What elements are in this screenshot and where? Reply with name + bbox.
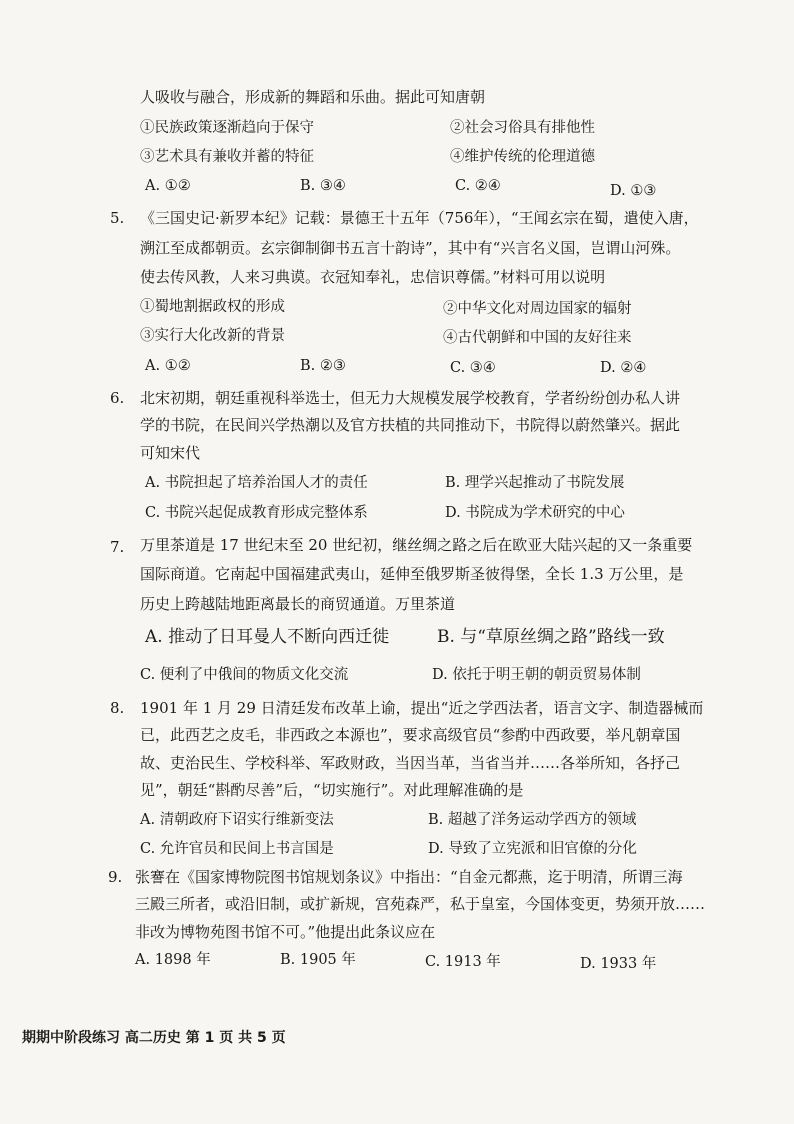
q6-stem-line-1: 北宋初期，朝廷重视科举选士，但无力大规模发展学校教育，学者纷纷创办私人讲 [140,389,681,407]
q5-stem-line-3: 使去传风教，人来习典谟。衣冠知奉礼，忠信识尊儒。”材料可用以说明 [140,268,606,286]
q5-option-c: C. ③④ [450,360,496,376]
q4-stem-continuation: 人吸收与融合，形成新的舞蹈和乐曲。据此可知唐朝 [140,88,486,106]
q5-option-a: A. ①② [145,358,191,374]
q5-statement-3: ③实行大化改新的背景 [140,328,285,344]
q9-option-d: D. 1933 年 [580,956,657,972]
q7-option-b: B. 与“草原丝绸之路”路线一致 [437,627,665,647]
q6-number: 6. [110,389,125,407]
q8-option-a: A. 清朝政府下诏实行维新变法 [140,812,334,828]
q4-option-a: A. ①② [145,178,191,194]
q5-option-b: B. ②③ [300,358,346,374]
q7-stem-line-3: 历史上跨越陆地距离最长的商贸通道。万里茶道 [140,595,456,613]
q8-stem-line-1: 1901 年 1 月 29 日清廷发布改革上谕，提出“近之学西法者，语言文字、制造器械而 [140,699,704,717]
q5-number: 5. [110,209,125,227]
q5-stem-line-2: 溯江至成都朝贡。玄宗御制御书五言十韵诗”，其中有“兴言名义国，岂谓山河殊。 [140,239,681,257]
q4-option-d: D. ①③ [610,183,657,199]
q8-stem-line-4: 见”，朝廷“斟酌尽善”后，“切实施行”。对此理解准确的是 [140,781,524,799]
q9-number: 9. [108,868,123,886]
q5-stem-line-1: 《三国史记·新罗本纪》记载：景德王十五年（756年），“王闻玄宗在蜀，遣使入唐， [140,209,699,227]
q9-option-a: A. 1898 年 [135,952,211,968]
q8-option-b: B. 超越了洋务运动学西方的领域 [428,812,637,828]
q4-option-b: B. ③④ [300,178,346,194]
q6-stem-line-3: 可知宋代 [140,444,201,462]
q6-option-b: B. 理学兴起推动了书院发展 [445,475,625,491]
q6-option-a: A. 书院担起了培养治国人才的责任 [145,475,368,491]
q8-option-c: C. 允许官员和民间上书言国是 [140,841,334,857]
q9-stem-line-2: 三殿三所者，或沿旧制，或扩新规，宫苑森严，私于皇室，今国体变更，势须开放…… [135,895,706,913]
q7-option-d: D. 依托于明王朝的朝贡贸易体制 [432,667,641,683]
q4-option-c: C. ②④ [455,178,501,194]
q7-option-a: A. 推动了日耳曼人不断向西迁徙 [145,627,390,647]
q7-stem-line-2: 国际商道。它南起中国福建武夷山，延伸至俄罗斯圣彼得堡，全长 1.3 万公里，是 [140,565,684,583]
q6-option-c: C. 书院兴起促成教育形成完整体系 [145,505,368,521]
q6-stem-line-2: 学的书院，在民间兴学热潮以及官方扶植的共同推动下，书院得以蔚然肇兴。据此 [140,416,681,434]
q5-statement-4: ④古代朝鲜和中国的友好往来 [443,330,632,346]
page-footer: 期期中阶段练习 高二历史 第 1 页 共 5 页 [22,1030,286,1046]
q4-statement-1: ①民族政策逐渐趋向于保守 [140,120,314,136]
q4-statement-2: ②社会习俗具有排他性 [450,120,595,136]
q9-option-b: B. 1905 年 [280,952,356,968]
q5-statement-1: ①蜀地割据政权的形成 [140,299,285,315]
q7-stem-line-1: 万里茶道是 17 世纪末至 20 世纪初，继丝绸之路之后在欧亚大陆兴起的又一条重要 [140,536,693,554]
q9-option-c: C. 1913 年 [425,954,501,970]
q5-option-d: D. ②④ [600,360,647,376]
q7-number: 7. [110,538,125,556]
q8-number: 8. [110,699,125,717]
q4-statement-4: ④维护传统的伦理道德 [450,149,595,165]
q8-option-d: D. 导致了立宪派和旧官僚的分化 [428,841,637,857]
q7-option-c: C. 便利了中俄间的物质文化交流 [140,667,349,683]
q5-statement-2: ②中华文化对周边国家的辐射 [443,301,632,317]
q8-stem-line-2: 已，此西艺之皮毛，非西政之本源也”，要求高级官员“参酌中西政要，举凡朝章国 [140,726,681,744]
q8-stem-line-3: 故、吏治民生、学校科举、军政财政，当因当革，当省当并……各举所知，各抒己 [140,754,681,772]
q9-stem-line-1: 张謇在《国家博物院图书馆规划条议》中指出：“自金元都燕，迄于明清，所谓三海 [135,868,683,886]
q4-statement-3: ③艺术具有兼收并蓄的特征 [140,149,314,165]
q6-option-d: D. 书院成为学术研究的中心 [445,505,625,521]
q9-stem-line-3: 非改为博物苑图书馆不可。”他提出此条议应在 [135,923,436,941]
